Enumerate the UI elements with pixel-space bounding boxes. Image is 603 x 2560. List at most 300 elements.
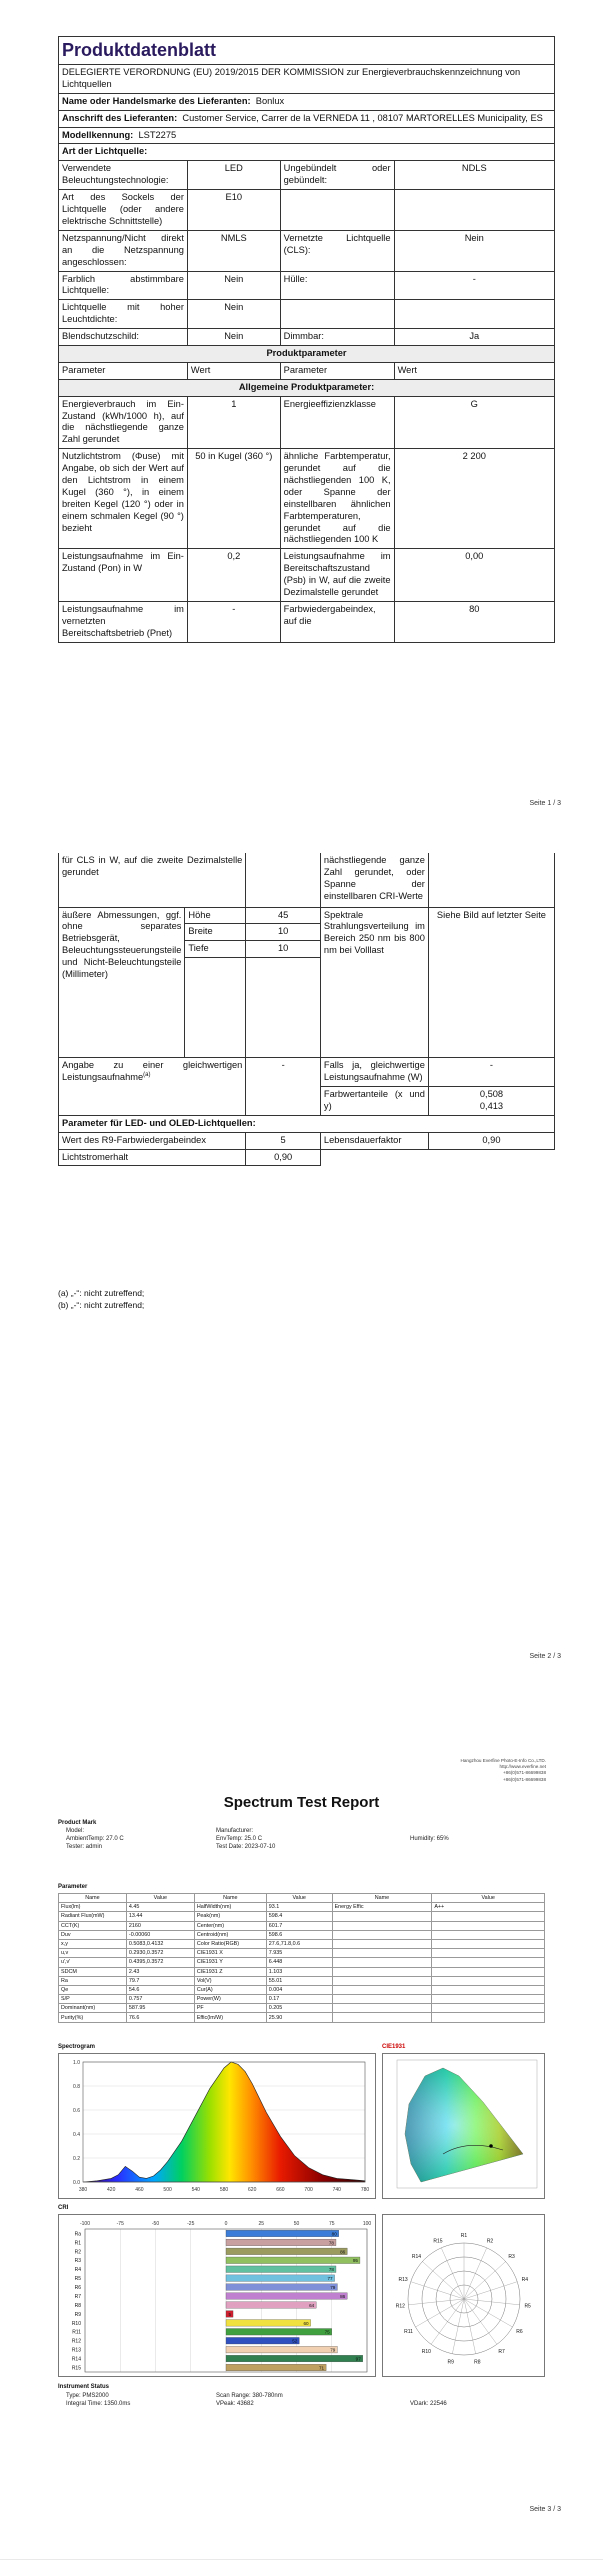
cri-value-label: 79 [330,2285,336,2291]
cri-tick-label: -25 [187,2221,195,2227]
cri-category-label: R3 [74,2258,81,2265]
x-tick-label: 460 [135,2187,144,2193]
type-label: Farblich abstimmbare Lichtquelle: [59,271,188,300]
param-table-row [59,1930,545,1939]
param-table-row [59,1958,545,1967]
cri-value-label: 64 [309,2302,315,2308]
param-table-cell: SDCM [59,1967,127,1976]
param-table-cell: Radiant Flux(mW) [59,1912,127,1921]
general-header: Allgemeine Produktparameter: [59,379,555,396]
cri-bar [226,2329,332,2336]
param-table-cell: 54.6 [126,1985,194,1994]
instrument-type: Type: PMS2000 [66,2393,109,2399]
type-value-2 [394,300,554,329]
page-title: Produktdatenblatt [59,37,555,65]
cri-tick-label: 50 [293,2221,300,2227]
param-table-cell: 587.95 [126,2004,194,2013]
cri-bar [226,2266,336,2273]
param-label: Nutzlichtstrom (Φuse) mit Angabe, ob sich der Wert auf den Lichtstrom in einem Kugel (360 °), in einem breiten Kegel (120 °) oder in einem schmalen Kegel (90 °) bezieht [59,449,188,549]
param-table-cell: 55.01 [266,1976,332,1985]
param-table-cell [332,1949,432,1958]
param-rows [59,396,555,642]
param-table-cell: 4.45 [126,1903,194,1912]
param-table-cell: 27.6,71.8,0.6 [266,1939,332,1948]
polar-label: R7 [498,2348,505,2355]
polar-label: R13 [398,2277,408,2284]
polar-spoke [441,2248,464,2299]
param-table-cell: 2.43 [126,1967,194,1976]
param-table-cell: 25.90 [266,2013,332,2022]
cri-category-label: R6 [74,2285,81,2292]
type-label: Art des Sockels der Lichtquelle (oder andere elektrische Schnittstelle) [59,190,188,231]
param-table-cell: 0.2930,0.3572 [126,1949,194,1958]
cri-category-label: Ra [74,2231,81,2238]
cri-bar [226,2346,337,2353]
cri-value-label: 77 [327,2276,333,2282]
param-table-cell: 79.7 [126,1976,194,1985]
cri-category-label: R15 [71,2365,81,2372]
cri-value-label: 95 [352,2258,358,2264]
param-table-cell: -0.00060 [126,1930,194,1939]
param-table-cell [432,2013,545,2022]
param-table-cell [432,1949,545,1958]
type-label: Lichtquelle mit hoher Leuchtdichte: [59,300,188,329]
param-table-cell: CCT(K) [59,1921,127,1930]
param-table-cell: Color Ratio(RGB) [194,1939,266,1948]
param-table-cell: CIE1931 Z [194,1967,266,1976]
footnote-a: (a) „-“: nicht zutreffend; [58,1288,145,1298]
param-table-cell: 598.6 [266,1930,332,1939]
y-tick-label: 0.4 [73,2132,80,2138]
param-table-cell: CIE1931 X [194,1949,266,1958]
polar-label: R4 [521,2277,529,2284]
vdark: VDark: 22546 [410,2401,447,2407]
cri-tick-label: 0 [224,2221,228,2227]
type-value: Nein [187,271,280,300]
cri-category-label: R2 [74,2249,81,2256]
maint-label: Lichtstromerhalt [59,1149,246,1166]
param-label: Leistungsaufnahme im Ein-Zustand (Pon) in W [59,549,188,602]
type-row [59,190,555,231]
polar-spoke [464,2248,487,2299]
param-table-row [59,1967,545,1976]
param-table-cell: Power(W) [194,1995,266,2004]
type-label: Netzspannung/Nicht direkt an die Netzspannung angeschlossen: [59,230,188,271]
r9-value: 5 [246,1132,321,1149]
supplier-row: Name oder Handelsmarke des Lieferanten: Bonlux [59,93,555,110]
x-tick-label: 580 [219,2187,229,2193]
regulation-text: DELEGIERTE VERORDNUNG (EU) 2019/2015 DER KOMMISSION zur Energieverbrauchskennzeichnung von Lichtquellen [59,65,555,94]
equiv-label-2: Falls ja, gleichwertige Leistungsaufnahme (W) [320,1058,428,1087]
cri-title: CRI [58,2205,69,2211]
parameter-title: Parameter [58,1884,88,1890]
cri-value-label: 78 [328,2267,334,2273]
dims-label: äußere Abmessungen, ggf. ohne separates Betriebsgerät, Beleuchtungssteuerungsteile und Nicht-Beleuchtungsteile (Millimeter) [59,907,185,1058]
param-table-cell [432,1976,545,1985]
footnotes [58,1287,144,1312]
param-label-2: Farbwiedergabeindex, auf die [280,601,394,642]
col-value-2: Wert [394,362,554,379]
param-table-row [59,1912,545,1921]
param-table-cell [432,1921,545,1930]
chromaticity-point [489,2144,493,2148]
cri-category-label: R9 [74,2311,81,2318]
type-label: Verwendete Beleuchtungstechnologie: [59,161,188,190]
param-label: Leistungsaufnahme im vernetzten Bereitschaftsbetrieb (Pnet) [59,601,188,642]
page-number: Seite 1 / 3 [529,800,561,807]
cri-value-label: 97 [355,2356,361,2362]
param-table-cell: 598.4 [266,1912,332,1921]
datasheet-table [58,36,555,643]
dims-value-2: 10 [246,941,321,958]
param-value: 1 [187,396,280,449]
type-value-2: - [394,271,554,300]
param-table-cell: Vol(V) [194,1976,266,1985]
y-tick-label: 0.8 [73,2084,80,2090]
cri-bar [226,2302,316,2309]
param-table-cell: 0.757 [126,1995,194,2004]
polar-label: R12 [395,2303,405,2310]
param-table-cell [432,1939,545,1948]
param-table-cell: 1.103 [266,1967,332,1976]
cri-tick-label: 75 [328,2221,335,2227]
cri-category-label: R4 [74,2267,81,2274]
type-value-2: Ja [394,329,554,346]
polar-label: R1 [460,2233,468,2239]
x-tick-label: 380 [78,2187,88,2193]
integral-time: Integral Time: 1350.0ms [66,2401,131,2407]
param-table-cell: 0.4395,0.3572 [126,1958,194,1967]
param-table-cell [332,1967,432,1976]
polar-spoke [411,2282,464,2299]
type-value-2: Nein [394,230,554,271]
param-table-row [59,2004,545,2013]
param-table-cell [332,1912,432,1921]
product-mark: Product Mark [58,1820,97,1826]
param-table-cell: u,v [59,1949,127,1958]
cri-category-label: R11 [72,2329,81,2336]
param-row [59,396,555,449]
params-header: Produktparameter [59,345,555,362]
cri-bar [226,2284,337,2291]
param-table-cell [332,1976,432,1985]
cri-tick-label: -100 [79,2221,91,2227]
cie-chart [382,2053,545,2199]
param-table-cell: 6.448 [266,1958,332,1967]
param-table-cell: u',v' [59,1958,127,1967]
param-table-row [59,1995,545,2004]
type-rows [59,161,555,346]
param-table-cell [332,2013,432,2022]
cri-bar [226,2293,347,2300]
continued-empty [246,853,321,907]
param-table-row [59,1921,545,1930]
cri-value-label: 86 [340,2293,346,2299]
polar-label: R8 [474,2359,481,2366]
equiv-value-2: - [428,1058,554,1087]
polar-label: R14 [411,2254,422,2261]
polar-spoke [422,2262,464,2299]
cri-tick-label: 100 [362,2221,372,2227]
cri-value-label: 86 [340,2249,346,2255]
y-tick-label: 0.6 [73,2108,80,2114]
param-table-cell [332,1921,432,1930]
dims-value-0: 45 [246,907,321,924]
spectrum-area [83,2062,365,2182]
y-tick-label: 1.0 [73,2060,80,2066]
cri-tick-label: -50 [151,2221,160,2227]
footnote-b: (b) „-“: nicht zutreffend; [58,1300,145,1311]
cri-value-label: 60 [303,2320,309,2326]
spectrogram-title: Spectrogram [58,2044,96,2050]
param-table-cell: 76.6 [126,2013,194,2022]
continued-left: für CLS in W, auf die zweite Dezimalstelle gerundet [59,853,246,907]
param-table-cell: HalfWidth(nm) [194,1903,266,1912]
cri-category-label: R5 [74,2276,81,2283]
company-header: Hangzhou Everfine Photo-E-Info Co.,LTD. http://www.everfine.net +86(0)571-86699838 +86(0)571-86699838 [460,1758,546,1782]
tester: Tester: admin [66,1844,103,1850]
cri-bar [226,2230,339,2237]
type-header: Art der Lichtquelle: [59,144,555,161]
param-table-cell [432,2004,545,2013]
param-table-cell [432,1995,545,2004]
spectrogram-chart [58,2053,376,2199]
param-table-row [59,2013,545,2022]
param-table-cell [432,1930,545,1939]
polar-spoke [464,2282,517,2299]
cri-bar [226,2320,311,2327]
x-tick-label: 500 [163,2187,172,2193]
env-temp: EnvTemp: 25.0 C [216,1836,263,1842]
x-tick-label: 740 [332,2187,341,2193]
param-table-cell: Energy Effic [332,1903,432,1912]
param-table-row [59,1949,545,1958]
type-label-2: Vernetzte Lichtquelle (CLS): [280,230,394,271]
param-table-cell: CIE1931 Y [194,1958,266,1967]
param-table-cell: A++ [432,1903,545,1912]
ambient-temp: AmbientTemp: 27.0 C [66,1836,124,1842]
param-table-cell: Qe [59,1985,127,1994]
page-3 [0,1706,603,2559]
param-table-cell: 7.935 [266,1949,332,1958]
param-table-row [59,1976,545,1985]
param-label: Energieverbrauch im Ein-Zustand (kWh/1000 h), auf die nächstliegende ganze Zahl gerundet [59,396,188,449]
cri-category-label: R14 [71,2356,81,2363]
manufacturer-label: Manufacturer: [216,1828,254,1834]
param-table-cell: 0.17 [266,1995,332,2004]
param-table-row [59,1903,545,1912]
param-table-cell [432,1912,545,1921]
param-value-2: 2 200 [394,449,554,549]
cri-category-label: R13 [71,2347,81,2354]
x-tick-label: 700 [304,2187,313,2193]
param-table-cell [432,1958,545,1967]
param-table-cell: Center(nm) [194,1921,266,1930]
cri-value-label: 5 [228,2311,232,2317]
param-table-cell: 93.1 [266,1903,332,1912]
param-table-row [59,1939,545,1948]
equiv-value: - [246,1058,321,1116]
param-table-header-cell: Value [126,1894,194,1903]
cie-title: CIE1931 [382,2044,406,2050]
param-table-row [59,1985,545,1994]
type-value: Nein [187,329,280,346]
type-row [59,271,555,300]
life-value: 0,90 [428,1132,554,1149]
type-label-2: Dimmbar: [280,329,394,346]
param-table-cell: S/P [59,1995,127,2004]
param-table-cell: PF [194,2004,266,2013]
cri-bar [226,2248,347,2255]
col-value: Wert [187,362,280,379]
param-label-2: Leistungsaufnahme im Bereitschaftszustand (Psb) in W, auf die zweite Dezimalstelle gerundet [280,549,394,602]
cri-bar [226,2355,363,2362]
param-table-cell: 0.5083,0.4132 [126,1939,194,1948]
test-date: Test Date: 2023-07-10 [216,1844,276,1850]
param-table-cell: Effic(lm/W) [194,2013,266,2022]
type-label-2: Ungebündelt oder gebündelt: [280,161,394,190]
param-table-header-cell: Name [194,1894,266,1903]
humidity: Humidity: 65% [410,1836,449,1842]
page-2 [0,853,603,1706]
param-table-cell: Flux(lm) [59,1903,127,1912]
param-table-cell: Centroid(nm) [194,1930,266,1939]
cri-category-label: R8 [74,2302,81,2309]
x-tick-label: 540 [191,2187,200,2193]
page-number: Seite 2 / 3 [529,1653,561,1660]
param-table-cell [432,1967,545,1976]
type-value: E10 [187,190,280,231]
param-value: 50 in Kugel (360 °) [187,449,280,549]
cri-category-label: R12 [71,2338,81,2345]
instrument-title: Instrument Status [58,2384,110,2390]
y-tick-label: 0.2 [73,2156,80,2162]
param-label-2: Energieeffizienzklasse [280,396,394,449]
cri-value-label: 80 [331,2231,337,2237]
page-number: Seite 3 / 3 [529,2506,561,2513]
param-table-cell: Purity(%) [59,2013,127,2022]
param-table-cell [332,1995,432,2004]
col-param: Parameter [59,362,188,379]
cri-bar [226,2275,335,2282]
param-row [59,449,555,549]
spectral-value: Siehe Bild auf letzter Seite [428,907,554,1058]
cri-value-label: 71 [318,2365,325,2371]
param-value-2: 0,00 [394,549,554,602]
polar-spoke [464,2262,506,2299]
polar-label: R10 [421,2348,431,2355]
param-value-2: 80 [394,601,554,642]
param-table-cell: Ra [59,1976,127,1985]
scan-range: Scan Range: 380-780nm [216,2393,283,2399]
cri-value-label: 52 [292,2338,298,2344]
x-tick-label: 620 [248,2187,257,2193]
cri-category-label: R10 [71,2320,81,2327]
x-tick-label: 780 [360,2187,370,2193]
type-value: Nein [187,300,280,329]
type-value: NMLS [187,230,280,271]
param-table-header-cell: Name [332,1894,432,1903]
polar-label: R6 [516,2329,523,2335]
continued-empty-2 [428,853,554,907]
param-table-cell: 601.7 [266,1921,332,1930]
param-value-2: G [394,396,554,449]
param-table-cell [332,1930,432,1939]
chroma-label: Farbwertanteile (x und y) [320,1086,428,1115]
cri-category-label: R1 [74,2240,81,2247]
param-table-header-cell: Name [59,1894,127,1903]
param-table-cell: Duv [59,1930,127,1939]
x-tick-label: 660 [276,2187,285,2193]
type-row [59,329,555,346]
polar-label: R11 [404,2329,413,2335]
chroma-values: 0,508 0,413 [428,1086,554,1115]
polar-label: R9 [447,2359,454,2366]
param-table-cell: Dominant(nm) [59,2004,127,2013]
polar-chart [382,2214,545,2377]
page-1 [0,0,603,853]
model-label: Model: [66,1828,85,1834]
type-label-2: Hülle: [280,271,394,300]
param-table-cell [332,1958,432,1967]
param-table-cell: 0.205 [266,2004,332,2013]
param-table-header-cell: Value [266,1894,332,1903]
r9-label: Wert des R9-Farbwiedergabeindex [59,1132,246,1149]
dims-empty-2 [246,958,321,1058]
type-row [59,230,555,271]
type-label-2 [280,300,394,329]
param-table-cell [432,1985,545,1994]
polar-label: R5 [524,2303,531,2310]
continued-right: nächstliegende ganze Zahl gerundet, oder Spanne der einstellbaren CRI-Werte [320,853,428,907]
vpeak: VPeak: 43682 [216,2401,254,2407]
type-value: LED [187,161,280,190]
x-tick-label: 420 [107,2187,116,2193]
cri-chart [58,2214,376,2377]
dims-key-1: Breite [185,924,246,941]
param-table-cell [332,1939,432,1948]
polar-label: R15 [433,2238,443,2245]
param-table-cell [332,2004,432,2013]
param-table-header [59,1894,545,1903]
param-value: 0,2 [187,549,280,602]
cri-bar [226,2337,299,2344]
dims-value-1: 10 [246,924,321,941]
cri-tick-label: -75 [116,2221,124,2227]
cri-bar [226,2239,336,2246]
equiv-label: Angabe zu einer gleichwertigen Leistungsaufnahme$^{(a)}$ [59,1058,246,1116]
type-row [59,300,555,329]
param-table-cell: Cur(A) [194,1985,266,1994]
param-row [59,549,555,602]
type-value-2: NDLS [394,161,554,190]
led-header: Parameter für LED- und OLED-Lichtquellen: [59,1115,555,1132]
polar-label: R3 [508,2254,515,2261]
address-row: Anschrift des Lieferanten: Customer Service, Carrer de la VERNEDA 11 , 08107 MARTORELLES Municipality, ES [59,110,555,127]
col-param-2: Parameter [280,362,394,379]
dims-key-0: Höhe [185,907,246,924]
param-row [59,601,555,642]
type-row [59,161,555,190]
param-table-cell: 0.004 [266,1985,332,1994]
y-tick-label: 0.0 [73,2180,80,2186]
param-table-cell: x,y [59,1939,127,1948]
param-value: - [187,601,280,642]
cri-value-label: 78 [328,2240,334,2246]
type-label: Blendschutzschild: [59,329,188,346]
dims-key-2: Tiefe [185,941,246,958]
param-table-cell [332,1985,432,1994]
